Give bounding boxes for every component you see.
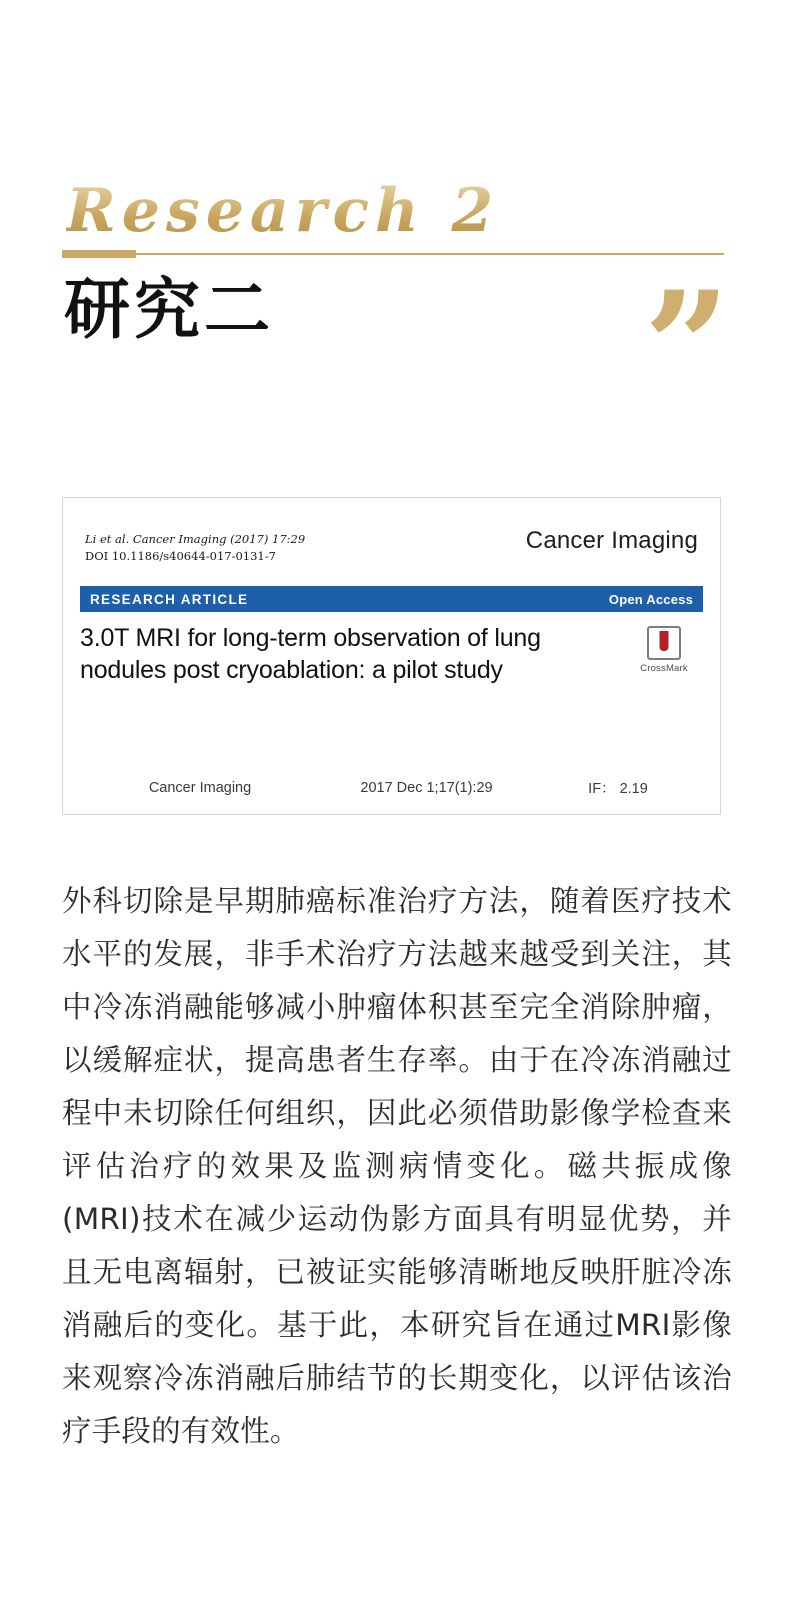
body-paragraph: 外科切除是早期肺癌标准治疗方法，随着医疗技术水平的发展，非手术治疗方法越来越受到关注，其中冷冻消融能够减小肿瘤体积甚至完全消除肿瘤，以缓解症状，提高患者生存率。由于在冷冻消融过程中未切除任何组织，因此必须借助影像学检查来评估治疗的效果及监测病情变化。磁共振成像(MRI)技术在减少运动伪影方面具有明显优势，并且无电离辐射，已被证实能够清晰地反映肝脏冷冻消融后的变化。基于此，本研究旨在通过MRI影像来观察冷冻消融后肺结节的长期变化，以评估该治疗手段的有效性。 [62,884,732,1448]
journal-article-card [62,497,721,815]
footer-impact-factor: IF： 2.19 [588,781,648,797]
crossmark-badge [625,626,703,674]
header-divider [62,249,724,259]
quote-mark-icon: ” [643,259,724,435]
footer-journal: Cancer Imaging [148,779,252,796]
page-title: 研究二 [64,270,274,348]
journal-logo: Cancer Imaging [525,527,698,554]
article-type-label: RESEARCH ARTICLE [90,591,249,607]
article-type-bar [80,586,703,612]
citation-line-2: DOI 10.1186/s40644-017-0131-7 [85,548,276,563]
header-divider-thin [62,253,724,255]
section-script-title: Research 2 [66,180,724,243]
header-divider-thick [62,250,136,258]
citation-block [85,531,305,564]
article-title: 3.0T MRI for long-term observation of lung nodules post cryoablation: a pilot study [80,624,541,685]
footer-issue: 2017 Dec 1;17(1):29 [360,779,493,796]
citation-line-1: Li et al. Cancer Imaging (2017) 17:29 [85,532,306,546]
crossmark-label: CrossMark [640,663,688,675]
article-title-row [63,612,720,686]
crossmark-icon [647,626,681,660]
section-header [62,176,724,435]
card-footer [80,777,703,798]
card-header [63,498,720,564]
open-access-label: Open Access [608,591,693,607]
